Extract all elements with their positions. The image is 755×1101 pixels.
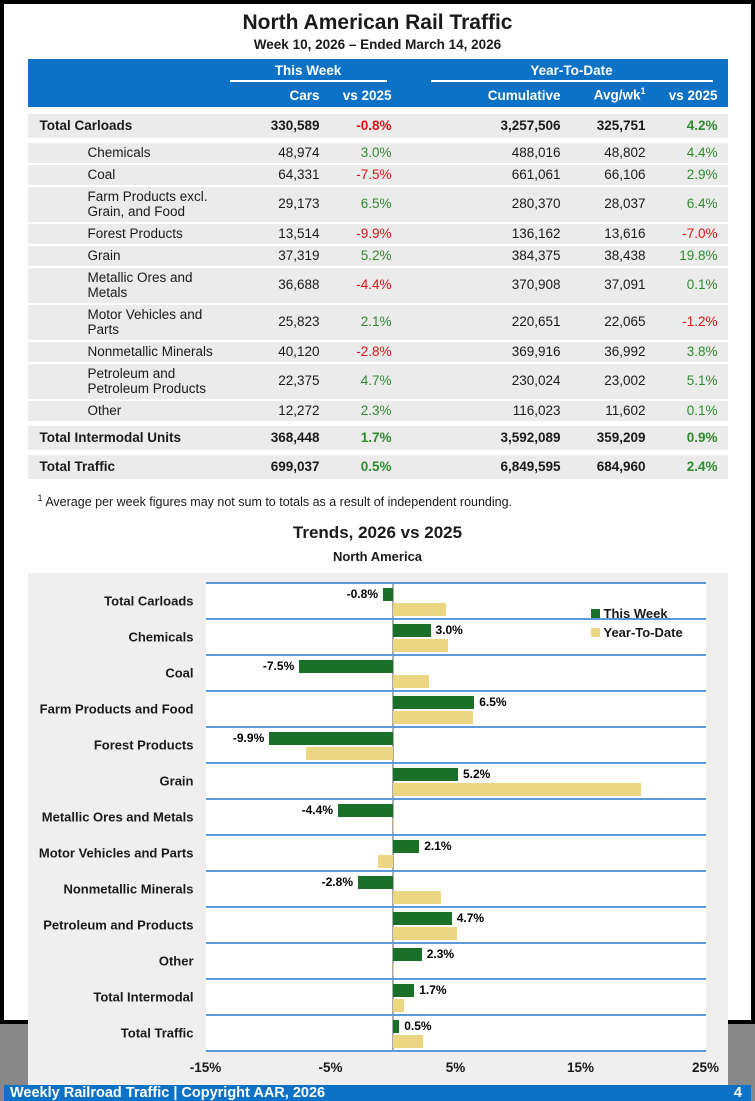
bar-value-label: 0.5% xyxy=(404,1018,432,1033)
cell-cars: 330,589 xyxy=(270,117,320,133)
bar-value-label: 4.7% xyxy=(456,910,485,925)
table-row xyxy=(28,246,728,266)
footnote-superscript: 1 xyxy=(37,492,43,503)
table-row xyxy=(28,187,728,222)
x-axis-tick-label: 5% xyxy=(445,1059,466,1075)
cell-cumulative: 488,016 xyxy=(511,144,561,160)
cell-week-vs-2025: -2.8% xyxy=(356,343,392,359)
cell-cars: 29,173 xyxy=(278,196,320,212)
cell-avg-per-week: 37,091 xyxy=(604,277,646,293)
cell-ytd-vs-2025: 4.4% xyxy=(686,144,718,160)
bar-year-to-date xyxy=(306,747,394,760)
cell-week-vs-2025: 0.5% xyxy=(360,458,392,474)
bar-value-label: -4.4% xyxy=(301,802,333,817)
bar-year-to-date xyxy=(378,855,393,868)
cell-avg-per-week: 48,802 xyxy=(604,144,646,160)
cell-ytd-vs-2025: 4.2% xyxy=(686,117,718,133)
row-label: Petroleum and Petroleum Products xyxy=(87,365,207,396)
rail-traffic-table xyxy=(28,59,728,484)
chart-category-label: Total Carloads xyxy=(104,593,194,609)
chart-category-band xyxy=(43,906,706,942)
bar-year-to-date xyxy=(393,639,448,652)
bar-this-week xyxy=(393,948,422,961)
table-body xyxy=(28,107,728,479)
row-label: Grain xyxy=(87,247,121,263)
row-label: Coal xyxy=(87,166,116,182)
row-label: Total Intermodal Units xyxy=(39,429,182,445)
bar-this-week xyxy=(393,624,431,637)
chart-category-band xyxy=(41,798,706,834)
footer-bar xyxy=(4,1085,751,1101)
footnote-text: Average per week figures may not sum to totals as a result of independent rounding. xyxy=(45,494,513,509)
row-label: Farm Products excl. Grain, and Food xyxy=(87,188,208,219)
cell-avg-per-week: 23,002 xyxy=(604,373,646,389)
row-label: Other xyxy=(87,402,122,418)
cell-cars: 40,120 xyxy=(278,343,320,359)
row-label: Motor Vehicles and Parts xyxy=(87,306,203,337)
cell-cars: 25,823 xyxy=(278,314,320,330)
cell-cars: 12,272 xyxy=(278,402,320,418)
bar-value-label: 3.0% xyxy=(435,622,463,637)
chart-category-label: Other xyxy=(158,953,194,969)
bar-year-to-date xyxy=(393,963,394,976)
cell-cars: 699,037 xyxy=(270,458,320,474)
bar-value-label: -7.5% xyxy=(262,658,295,673)
cell-ytd-vs-2025: 0.1% xyxy=(686,277,718,293)
table-group-header-row xyxy=(28,62,728,83)
bar-this-week xyxy=(393,912,452,925)
x-axis-tick-label: 15% xyxy=(566,1059,595,1075)
cell-week-vs-2025: -4.4% xyxy=(356,277,392,293)
chart-category-band xyxy=(93,978,706,1014)
cell-avg-per-week: 359,209 xyxy=(596,429,646,445)
chart-category-label: Forest Products xyxy=(93,737,194,753)
bar-value-label: 2.3% xyxy=(426,946,455,961)
row-label: Total Traffic xyxy=(39,458,116,474)
cell-week-vs-2025: 5.2% xyxy=(360,247,392,263)
column-header-week-vs-2025: vs 2025 xyxy=(342,87,392,103)
row-label: Forest Products xyxy=(87,225,183,241)
chart-category-label: Nonmetallic Minerals xyxy=(63,881,194,897)
bar-this-week xyxy=(393,840,419,853)
page-number: 4 xyxy=(733,1084,742,1101)
cell-avg-per-week: 38,438 xyxy=(604,247,646,263)
legend-swatch-this-week xyxy=(591,609,600,618)
cell-cars: 22,375 xyxy=(278,373,320,389)
cell-cumulative: 230,024 xyxy=(511,373,561,389)
cell-week-vs-2025: -0.8% xyxy=(356,117,392,133)
cell-week-vs-2025: 4.7% xyxy=(360,373,392,389)
col-group-this-week: This Week xyxy=(230,63,387,82)
table-header xyxy=(28,59,728,107)
table-row xyxy=(28,426,728,450)
cell-cumulative: 3,592,089 xyxy=(500,429,561,445)
table-row xyxy=(28,268,728,303)
chart-category-label: Petroleum and Products xyxy=(43,917,194,933)
footer-text: Weekly Railroad Traffic | Copyright AAR, 2026 xyxy=(10,1084,326,1101)
page-title: North American Rail Traffic xyxy=(242,11,513,34)
cell-cumulative: 116,023 xyxy=(512,402,561,418)
footnote xyxy=(38,493,718,509)
x-axis-tick-label: -5% xyxy=(318,1059,343,1075)
legend-item-this-week xyxy=(591,604,683,623)
cell-avg-per-week: 11,602 xyxy=(605,402,646,418)
column-header-cumulative: Cumulative xyxy=(487,87,561,103)
cell-cumulative: 3,257,506 xyxy=(500,117,561,133)
cell-ytd-vs-2025: -1.2% xyxy=(682,314,718,330)
chart-category-label: Total Intermodal xyxy=(93,989,194,1005)
chart-category-label: Coal xyxy=(165,665,194,681)
row-label: Total Carloads xyxy=(39,117,133,133)
cell-avg-per-week: 36,992 xyxy=(604,343,646,359)
cell-cars: 368,448 xyxy=(270,429,320,445)
bar-this-week xyxy=(393,768,458,781)
trends-chart-panel xyxy=(28,573,728,1085)
legend-label-this-week: This Week xyxy=(603,605,668,621)
x-axis-tick-label: 25% xyxy=(691,1059,720,1075)
column-header-ytd-vs-2025: vs 2025 xyxy=(668,87,718,103)
bar-year-to-date xyxy=(393,1035,423,1048)
cell-week-vs-2025: -7.5% xyxy=(356,166,392,182)
chart-category-band xyxy=(63,870,706,906)
chart-subtitle: North America xyxy=(332,548,423,564)
cell-cumulative: 370,908 xyxy=(511,277,561,293)
legend-item-year-to-date xyxy=(591,623,683,642)
bar-year-to-date xyxy=(393,927,457,940)
table-row xyxy=(28,401,728,421)
cell-avg-per-week: 325,751 xyxy=(596,117,646,133)
cell-cumulative: 136,162 xyxy=(511,225,561,241)
cell-cars: 13,514 xyxy=(278,225,320,241)
chart-category-label: Motor Vehicles and Parts xyxy=(38,845,194,861)
bar-this-week xyxy=(393,696,474,709)
legend-swatch-year-to-date xyxy=(591,628,600,637)
row-label: Nonmetallic Minerals xyxy=(87,343,213,359)
bar-value-label: -0.8% xyxy=(346,586,378,601)
cell-cars: 48,974 xyxy=(278,144,320,160)
bar-value-label: 5.2% xyxy=(463,766,491,781)
chart-category-band xyxy=(158,942,706,978)
cell-ytd-vs-2025: 5.1% xyxy=(686,373,718,389)
cell-cumulative: 280,370 xyxy=(511,196,561,212)
page-subtitle: Week 10, 2026 – Ended March 14, 2026 xyxy=(253,37,502,53)
chart-category-band xyxy=(39,690,706,726)
bar-year-to-date xyxy=(393,675,429,688)
table-row xyxy=(28,455,728,479)
cell-cumulative: 6,849,595 xyxy=(500,458,561,474)
cell-week-vs-2025: -9.9% xyxy=(356,225,392,241)
bar-this-week xyxy=(269,732,393,745)
cell-cumulative: 384,375 xyxy=(511,247,561,263)
table-row xyxy=(28,342,728,362)
cell-cumulative: 661,061 xyxy=(511,166,561,182)
row-label: Metallic Ores and Metals xyxy=(87,269,193,300)
column-header-cars: Cars xyxy=(289,87,320,103)
cell-week-vs-2025: 2.3% xyxy=(360,402,392,418)
table-row xyxy=(28,114,728,138)
cell-avg-per-week: 28,037 xyxy=(604,196,646,212)
cell-avg-per-week: 66,106 xyxy=(604,166,646,182)
chart-category-label: Metallic Ores and Metals xyxy=(41,809,194,825)
chart-category-label: Farm Products and Food xyxy=(39,701,194,717)
cell-ytd-vs-2025: 0.9% xyxy=(686,429,718,445)
bar-value-label: 6.5% xyxy=(479,694,507,709)
bar-this-week xyxy=(299,660,393,673)
cell-week-vs-2025: 6.5% xyxy=(360,196,392,212)
legend-label-year-to-date: Year-To-Date xyxy=(603,624,683,640)
table-row xyxy=(28,143,728,163)
row-label: Chemicals xyxy=(87,144,151,160)
table-row xyxy=(28,165,728,185)
cell-avg-per-week: 13,616 xyxy=(604,225,646,241)
bar-year-to-date xyxy=(393,819,394,832)
chart-category-band xyxy=(165,654,706,690)
table-row xyxy=(28,305,728,340)
chart-plot-area xyxy=(38,582,706,1052)
cell-week-vs-2025: 1.7% xyxy=(360,429,392,445)
cell-week-vs-2025: 3.0% xyxy=(360,144,392,160)
bar-year-to-date xyxy=(393,891,441,904)
cell-cars: 37,319 xyxy=(278,247,320,263)
cell-ytd-vs-2025: 2.9% xyxy=(686,166,718,182)
cell-avg-per-week: 22,065 xyxy=(604,314,646,330)
bar-this-week xyxy=(383,588,393,601)
bar-this-week xyxy=(358,876,393,889)
bar-this-week xyxy=(338,804,393,817)
chart-category-label: Grain xyxy=(159,773,194,789)
bar-year-to-date xyxy=(393,999,404,1012)
x-axis xyxy=(189,1054,720,1080)
cell-week-vs-2025: 2.1% xyxy=(360,314,392,330)
cell-ytd-vs-2025: 2.4% xyxy=(686,458,718,474)
bar-this-week xyxy=(393,984,414,997)
chart-category-band xyxy=(93,726,706,762)
cell-ytd-vs-2025: 19.8% xyxy=(679,247,718,263)
col-group-year-to-date: Year-To-Date xyxy=(431,63,713,82)
cell-ytd-vs-2025: 0.1% xyxy=(686,402,718,418)
column-header-avg-per-week: Avg/$wk^1$ xyxy=(593,86,646,103)
bar-value-label: -2.8% xyxy=(321,874,353,889)
table-row xyxy=(28,364,728,399)
bar-this-week xyxy=(393,1020,399,1033)
cell-cars: 36,688 xyxy=(278,277,320,293)
table-row xyxy=(28,224,728,244)
chart-title: Trends, 2026 vs 2025 xyxy=(292,522,463,542)
bar-value-label: 2.1% xyxy=(424,838,452,853)
bar-value-label: -9.9% xyxy=(232,730,265,745)
cell-ytd-vs-2025: 6.4% xyxy=(686,196,718,212)
bar-year-to-date xyxy=(393,711,473,724)
chart-legend xyxy=(591,604,683,642)
bar-year-to-date xyxy=(393,603,446,616)
bar-value-label: 1.7% xyxy=(419,982,447,997)
cell-ytd-vs-2025: 3.8% xyxy=(686,343,718,359)
cell-cumulative: 369,916 xyxy=(511,343,561,359)
table-column-header-row xyxy=(28,83,728,107)
x-axis-tick-label: -15% xyxy=(189,1059,222,1075)
cell-ytd-vs-2025: -7.0% xyxy=(682,225,718,241)
bar-year-to-date xyxy=(393,783,641,796)
cell-cars: 64,331 xyxy=(278,166,320,182)
chart-category-band xyxy=(38,834,706,870)
chart-category-band xyxy=(159,762,706,798)
cell-cumulative: 220,651 xyxy=(511,314,561,330)
chart-category-band xyxy=(120,1014,706,1052)
chart-category-label: Chemicals xyxy=(128,629,194,645)
chart-category-label: Total Traffic xyxy=(120,1025,194,1041)
cell-avg-per-week: 684,960 xyxy=(596,458,646,474)
